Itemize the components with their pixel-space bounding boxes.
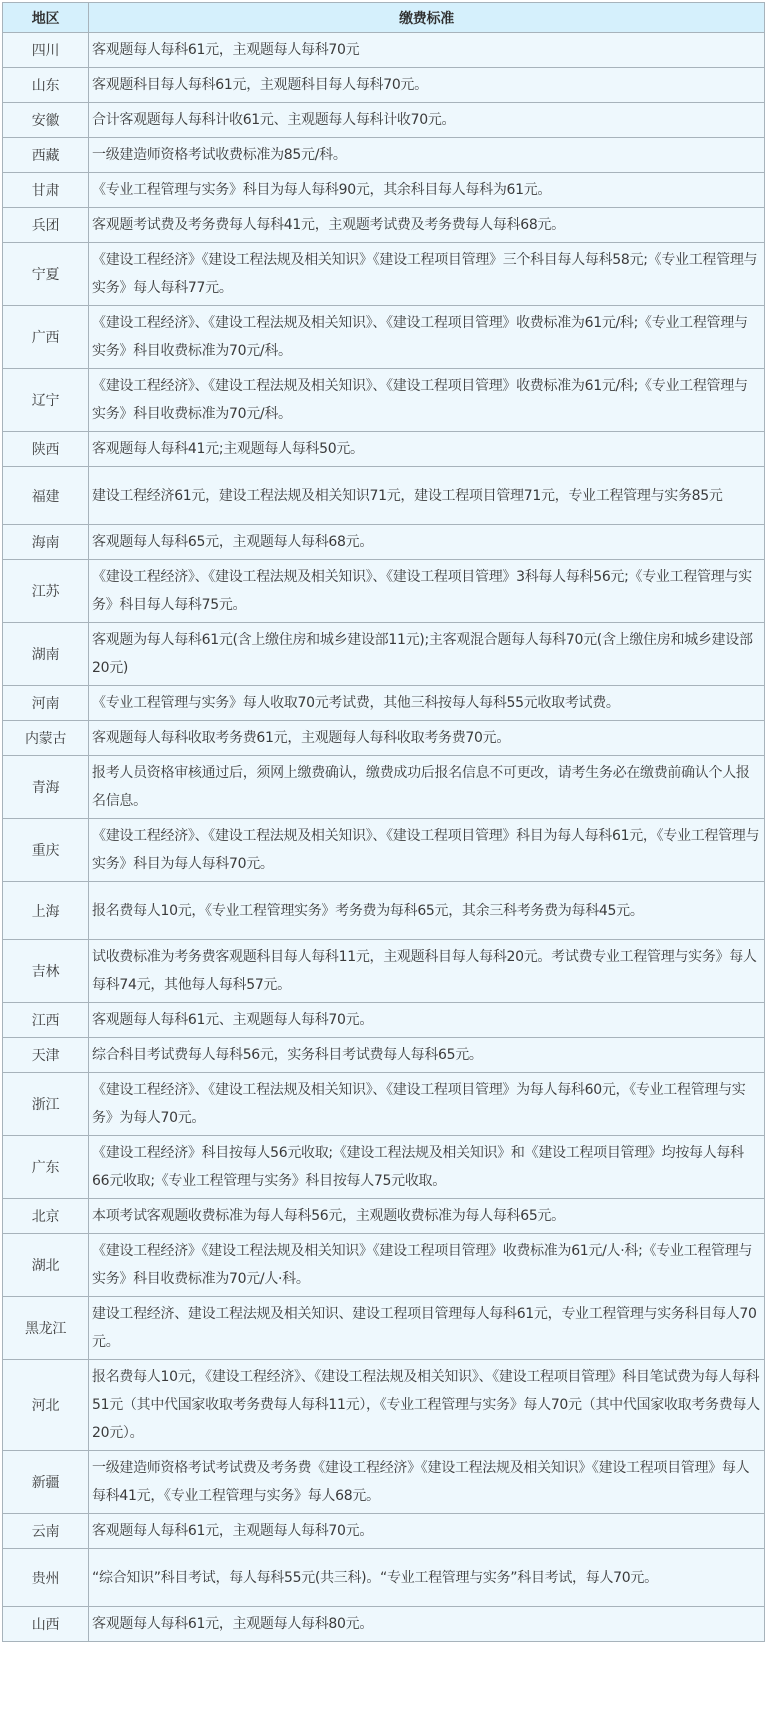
- fee-standard-table: [2, 2, 765, 1642]
- table-row: [3, 1549, 765, 1607]
- fee-cell: 《建设工程经济》科目按每人56元收取;《建设工程法规及相关知识》和《建设工程项目管理》均按每人每科66元收取;《专业工程管理与实务》科目按每人75元收取。: [89, 1136, 765, 1199]
- region-cell: 山西: [3, 1607, 89, 1642]
- table-row: [3, 560, 765, 623]
- table-row: [3, 173, 765, 208]
- table-row: [3, 1073, 765, 1136]
- table-row: [3, 68, 765, 103]
- region-cell: 天津: [3, 1038, 89, 1073]
- region-cell: 新疆: [3, 1451, 89, 1514]
- table-row: [3, 1003, 765, 1038]
- table-row: [3, 1038, 765, 1073]
- fee-cell: 《建设工程经济》、《建设工程法规及相关知识》、《建设工程项目管理》3科每人每科56元;《专业工程管理与实务》科目每人每科75元。: [89, 560, 765, 623]
- table-row: [3, 721, 765, 756]
- fee-cell: 客观题每人每科61元，主观题每人每科70元。: [89, 1514, 765, 1549]
- region-cell: 江苏: [3, 560, 89, 623]
- fee-cell: 一级建造师资格考试考试费及考务费《建设工程经济》《建设工程法规及相关知识》《建设工程项目管理》每人每科41元，《专业工程管理与实务》每人68元。: [89, 1451, 765, 1514]
- table-row: [3, 306, 765, 369]
- table-row: [3, 756, 765, 819]
- table-row: [3, 103, 765, 138]
- region-cell: 广西: [3, 306, 89, 369]
- region-cell: 浙江: [3, 1073, 89, 1136]
- region-cell: 辽宁: [3, 369, 89, 432]
- fee-cell: 报考人员资格审核通过后，须网上缴费确认，缴费成功后报名信息不可更改，请考生务必在缴费前确认个人报名信息。: [89, 756, 765, 819]
- region-cell: 甘肃: [3, 173, 89, 208]
- table-row: [3, 1136, 765, 1199]
- region-cell: 江西: [3, 1003, 89, 1038]
- table-row: [3, 138, 765, 173]
- fee-cell: 客观题科目每人每科61元，主观题科目每人每科70元。: [89, 68, 765, 103]
- fee-cell: 客观题每人每科61元，主观题每人每科70元: [89, 33, 765, 68]
- region-cell: 上海: [3, 882, 89, 940]
- region-cell: 广东: [3, 1136, 89, 1199]
- fee-cell: 客观题为每人每科61元(含上缴住房和城乡建设部11元);主客观混合题每人每科70元(含上缴住房和城乡建设部20元): [89, 623, 765, 686]
- fee-cell: 《建设工程经济》《建设工程法规及相关知识》《建设工程项目管理》收费标准为61元/人·科;《专业工程管理与实务》科目收费标准为70元/人·科。: [89, 1234, 765, 1297]
- table-row: [3, 1234, 765, 1297]
- region-cell: 重庆: [3, 819, 89, 882]
- fee-cell: “综合知识”科目考试，每人每科55元(共三科)。“专业工程管理与实务”科目考试，每人70元。: [89, 1549, 765, 1607]
- table-row: [3, 940, 765, 1003]
- region-cell: 贵州: [3, 1549, 89, 1607]
- fee-cell: 《专业工程管理与实务》科目为每人每科90元，其余科目每人每科为61元。: [89, 173, 765, 208]
- table-header-row: [3, 3, 765, 33]
- fee-cell: 一级建造师资格考试收费标准为85元/科。: [89, 138, 765, 173]
- region-cell: 陕西: [3, 432, 89, 467]
- table-body: [3, 33, 765, 1642]
- region-cell: 青海: [3, 756, 89, 819]
- region-cell: 四川: [3, 33, 89, 68]
- region-cell: 河北: [3, 1360, 89, 1451]
- fee-standard-table-container: [2, 2, 764, 1642]
- table-row: [3, 208, 765, 243]
- region-cell: 内蒙古: [3, 721, 89, 756]
- table-row: [3, 1451, 765, 1514]
- fee-cell: 建设工程经济、建设工程法规及相关知识、建设工程项目管理每人每科61元，专业工程管理与实务科目每人70元。: [89, 1297, 765, 1360]
- region-cell: 云南: [3, 1514, 89, 1549]
- region-cell: 吉林: [3, 940, 89, 1003]
- fee-cell: 客观题每人每科收取考务费61元，主观题每人每科收取考务费70元。: [89, 721, 765, 756]
- table-row: [3, 243, 765, 306]
- table-row: [3, 467, 765, 525]
- fee-cell: 建设工程经济61元，建设工程法规及相关知识71元，建设工程项目管理71元，专业工程管理与实务85元: [89, 467, 765, 525]
- fee-cell: 《建设工程经济》、《建设工程法规及相关知识》、《建设工程项目管理》收费标准为61元/科;《专业工程管理与实务》科目收费标准为70元/科。: [89, 369, 765, 432]
- table-row: [3, 432, 765, 467]
- table-row: [3, 1607, 765, 1642]
- table-row: [3, 369, 765, 432]
- region-cell: 宁夏: [3, 243, 89, 306]
- region-cell: 湖北: [3, 1234, 89, 1297]
- fee-cell: 合计客观题每人每科计收61元、主观题每人每科计收70元。: [89, 103, 765, 138]
- region-cell: 西藏: [3, 138, 89, 173]
- region-cell: 北京: [3, 1199, 89, 1234]
- table-row: [3, 882, 765, 940]
- fee-cell: 客观题每人每科61元、主观题每人每科70元。: [89, 1003, 765, 1038]
- fee-cell: 客观题每人每科41元;主观题每人每科50元。: [89, 432, 765, 467]
- region-cell: 海南: [3, 525, 89, 560]
- fee-cell: 客观题每人每科61元，主观题每人每科80元。: [89, 1607, 765, 1642]
- table-row: [3, 623, 765, 686]
- region-cell: 安徽: [3, 103, 89, 138]
- table-row: [3, 819, 765, 882]
- column-header-fee: 缴费标准: [89, 3, 765, 33]
- fee-cell: 《建设工程经济》、《建设工程法规及相关知识》、《建设工程项目管理》科目为每人每科61元，《专业工程管理与实务》科目为每人每科70元。: [89, 819, 765, 882]
- table-row: [3, 1199, 765, 1234]
- fee-cell: 客观题每人每科65元，主观题每人每科68元。: [89, 525, 765, 560]
- fee-cell: 试收费标准为考务费客观题科目每人每科11元，主观题科目每人每科20元。考试费专业工程管理与实务》每人每科74元，其他每人每科57元。: [89, 940, 765, 1003]
- table-row: [3, 1514, 765, 1549]
- table-row: [3, 525, 765, 560]
- table-row: [3, 1297, 765, 1360]
- table-row: [3, 686, 765, 721]
- fee-cell: 客观题考试费及考务费每人每科41元，主观题考试费及考务费每人每科68元。: [89, 208, 765, 243]
- fee-cell: 综合科目考试费每人每科56元，实务科目考试费每人每科65元。: [89, 1038, 765, 1073]
- fee-cell: 《建设工程经济》《建设工程法规及相关知识》《建设工程项目管理》三个科目每人每科58元;《专业工程管理与实务》每人每科77元。: [89, 243, 765, 306]
- region-cell: 湖南: [3, 623, 89, 686]
- column-header-region: 地区: [3, 3, 89, 33]
- fee-cell: 报名费每人10元，《专业工程管理实务》考务费为每科65元，其余三科考务费为每科45元。: [89, 882, 765, 940]
- fee-cell: 《专业工程管理与实务》每人收取70元考试费，其他三科按每人每科55元收取考试费。: [89, 686, 765, 721]
- region-cell: 河南: [3, 686, 89, 721]
- region-cell: 福建: [3, 467, 89, 525]
- fee-cell: 报名费每人10元，《建设工程经济》、《建设工程法规及相关知识》、《建设工程项目管理》科目笔试费为每人每科51元（其中代国家收取考务费每人每科11元），《专业工程管理与实务》每人70元（其中代国家收取考务费每人20元）。: [89, 1360, 765, 1451]
- table-row: [3, 33, 765, 68]
- table-row: [3, 1360, 765, 1451]
- fee-cell: 本项考试客观题收费标准为每人每科56元，主观题收费标准为每人每科65元。: [89, 1199, 765, 1234]
- fee-cell: 《建设工程经济》、《建设工程法规及相关知识》、《建设工程项目管理》收费标准为61元/科;《专业工程管理与实务》科目收费标准为70元/科。: [89, 306, 765, 369]
- region-cell: 山东: [3, 68, 89, 103]
- region-cell: 黑龙江: [3, 1297, 89, 1360]
- fee-cell: 《建设工程经济》、《建设工程法规及相关知识》、《建设工程项目管理》为每人每科60元，《专业工程管理与实务》为每人70元。: [89, 1073, 765, 1136]
- region-cell: 兵团: [3, 208, 89, 243]
